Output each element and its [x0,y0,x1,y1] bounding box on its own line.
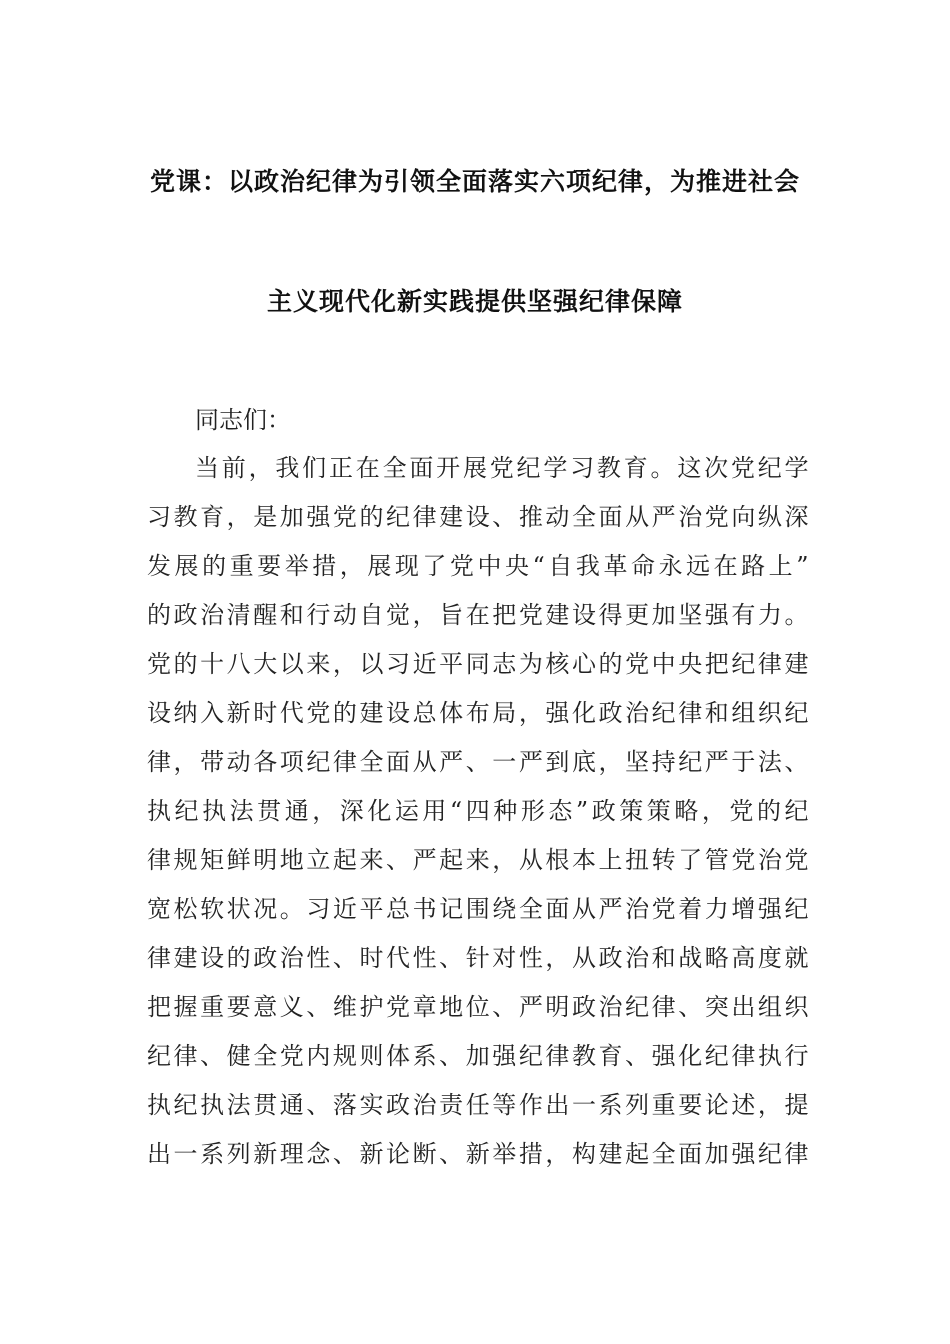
salutation: 同志们： [195,406,291,434]
paragraph-line: 执纪执法贯通、落实政治责任等作出一系列重要论述，提 [147,1091,809,1119]
paragraph-line: 设纳入新时代党的建设总体布局，强化政治纪律和组织纪 [147,699,809,727]
paragraph-line: 党的十八大以来，以习近平同志为核心的党中央把纪律建 [147,650,809,678]
document-title-line-2: 主义现代化新实践提供坚强纪律保障 [266,287,683,316]
paragraph-line: 把握重要意义、维护党章地位、严明政治纪律、突出组织 [147,993,809,1021]
paragraph-line: 律建设的政治性、时代性、针对性，从政治和战略高度就 [147,944,809,972]
paragraph-line: 宽松软状况。习近平总书记围绕全面从严治党着力增强纪 [147,895,809,923]
paragraph-line: 律规矩鲜明地立起来、严起来，从根本上扭转了管党治党 [147,846,809,874]
paragraph-line: 发展的重要举措，展现了党中央“自我革命永远在路上” [147,552,809,580]
paragraph-line: 的政治清醒和行动自觉，旨在把党建设得更加坚强有力。 [147,601,809,629]
paragraph-line: 纪律、健全党内规则体系、加强纪律教育、强化纪律执行 [147,1042,809,1070]
paragraph-line: 当前，我们正在全面开展党纪学习教育。这次党纪学 [195,454,809,482]
paragraph-line: 出一系列新理念、新论断、新举措，构建起全面加强纪律 [147,1140,809,1168]
paragraph-line: 习教育，是加强党的纪律建设、推动全面从严治党向纵深 [147,503,809,531]
document-title-line-1: 党课：以政治纪律为引领全面落实六项纪律，为推进社会 [149,167,800,196]
paragraph-line: 律，带动各项纪律全面从严、一严到底，坚持纪严于法、 [147,748,809,776]
paragraph-line: 执纪执法贯通，深化运用“四种形态”政策策略，党的纪 [147,797,809,825]
